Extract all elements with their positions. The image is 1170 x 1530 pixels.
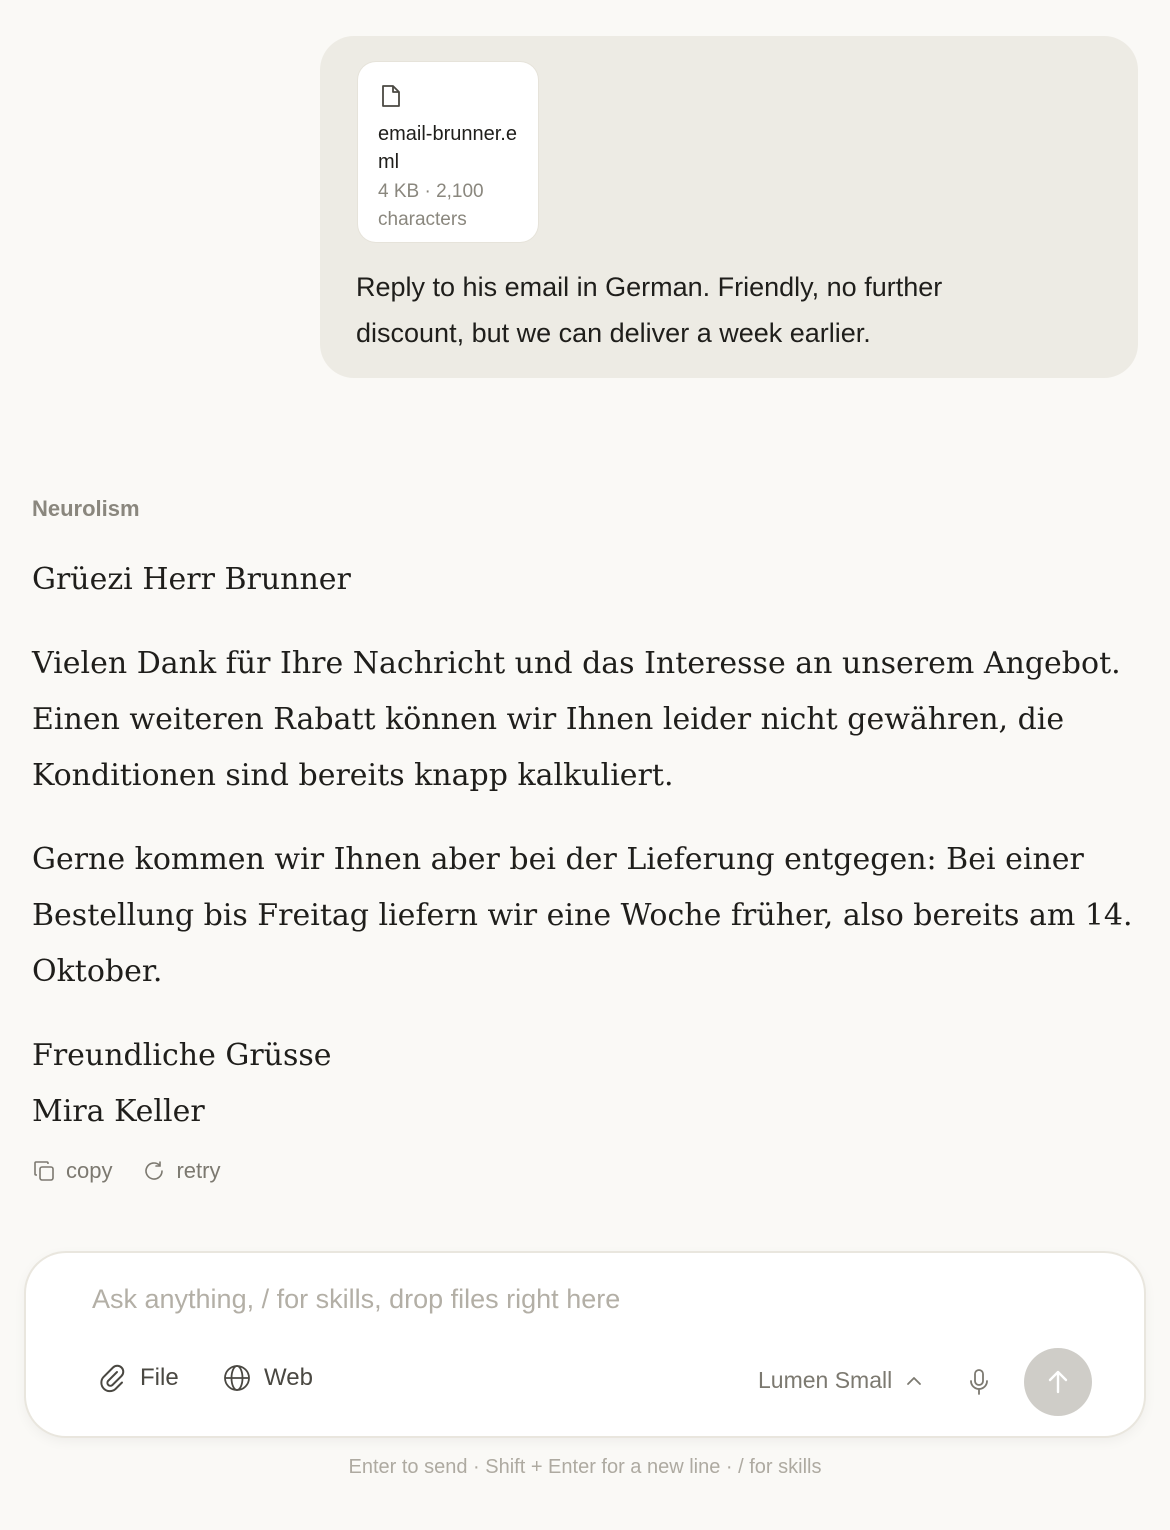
attach-file-button[interactable] xyxy=(98,1363,179,1393)
assistant-name: Neurolism xyxy=(32,496,140,521)
copy-button[interactable] xyxy=(32,1158,112,1184)
retry-button[interactable] xyxy=(142,1158,220,1184)
composer xyxy=(26,1253,1144,1436)
message-actions xyxy=(32,1158,220,1184)
model-name: Lumen Small xyxy=(758,1367,893,1393)
web-search-button[interactable] xyxy=(222,1363,313,1393)
attachment-card[interactable] xyxy=(358,62,538,242)
send-button[interactable] xyxy=(1024,1348,1092,1416)
copy-icon xyxy=(32,1159,56,1183)
globe-icon xyxy=(222,1363,252,1393)
assistant-message xyxy=(32,552,1142,1140)
keyboard-hint: Enter to send · Shift + Enter for a new line · / for skills xyxy=(348,1456,822,1478)
arrow-up-icon xyxy=(1044,1368,1072,1396)
user-message-bubble xyxy=(320,36,1138,378)
retry-label: retry xyxy=(176,1158,221,1183)
email-signature: Mira Keller xyxy=(32,1094,205,1129)
email-paragraph: Vielen Dank für Ihre Nachricht und das Interesse an unserem Angebot. Einen weiteren Rabatt können wir Ihnen leider nicht gewähren, die Konditionen sind bereits knapp kalkuliert. xyxy=(32,646,1121,793)
attachment-meta: 4 KB · 2,100 characters xyxy=(378,181,484,230)
email-greeting: Grüezi Herr Brunner xyxy=(32,562,351,597)
file-label: File xyxy=(140,1364,179,1391)
email-closing: Freundliche Grüsse xyxy=(32,1038,332,1073)
email-paragraph: Gerne kommen wir Ihnen aber bei der Lieferung entgegen: Bei einer Bestellung bis Freitag liefern wir eine Woche früher, also bereits am 14. Oktober. xyxy=(32,842,1133,989)
message-input[interactable] xyxy=(90,1283,1074,1316)
model-selector[interactable] xyxy=(758,1367,922,1394)
microphone-icon[interactable] xyxy=(966,1367,992,1397)
copy-label: copy xyxy=(66,1158,113,1183)
web-label: Web xyxy=(264,1364,313,1391)
attachment-filename: email-brunner.eml xyxy=(378,123,517,173)
user-message-text: Reply to his email in German. Friendly, no further discount, but we can deliver a week earlier. xyxy=(356,272,943,348)
retry-icon xyxy=(142,1159,166,1183)
document-icon xyxy=(380,84,402,108)
paperclip-icon xyxy=(98,1363,128,1393)
chevron-up-icon xyxy=(906,1376,922,1386)
